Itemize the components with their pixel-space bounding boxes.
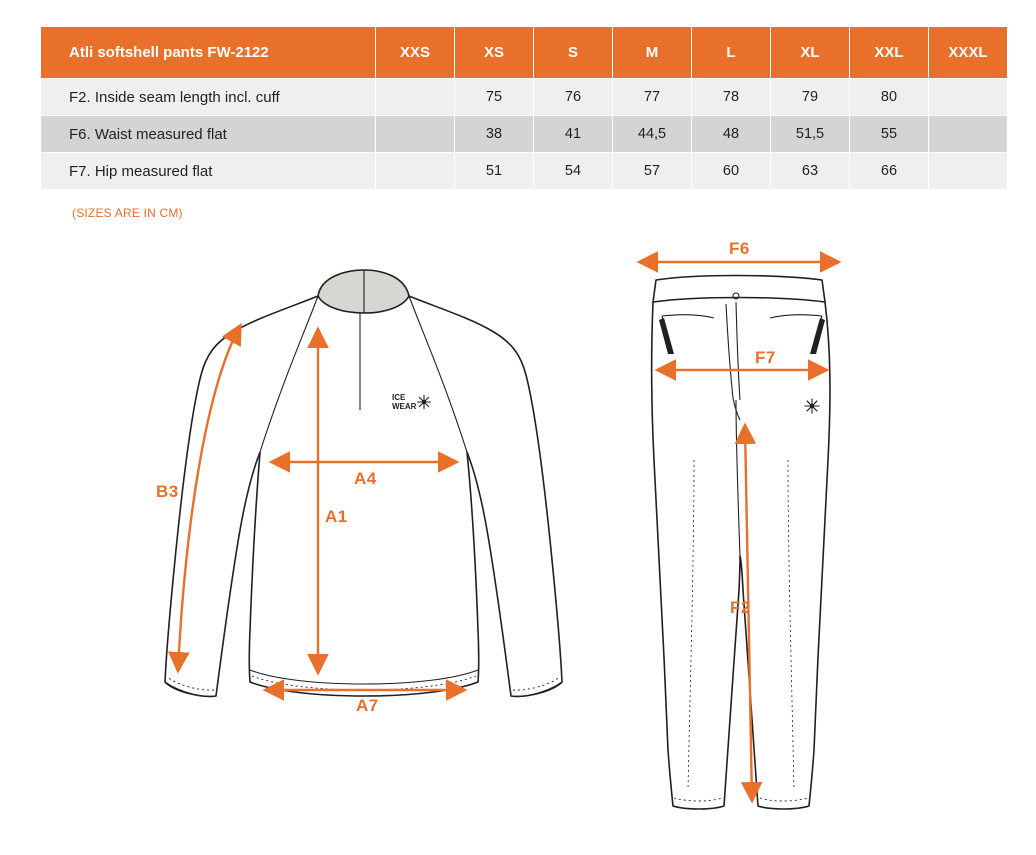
table-row: [41, 153, 1008, 190]
dimension-label-a4: A4: [354, 469, 377, 488]
column-header-xxl: XXL: [850, 27, 929, 79]
cell-f6-s: 41: [534, 116, 613, 153]
column-header-xxs: XXS: [376, 27, 455, 79]
size-table-container: [40, 26, 998, 190]
dimension-label-f2: F2: [730, 598, 751, 617]
column-header-m: M: [613, 27, 692, 79]
cell-f2-xxl: 80: [850, 79, 929, 116]
units-note: (SIZES ARE IN CM): [72, 206, 183, 220]
dimension-label-b3: B3: [156, 482, 179, 501]
cell-f6-xxxl: [929, 116, 1008, 153]
row-label-f6: F6. Waist measured flat: [41, 116, 376, 153]
table-title: Atli softshell pants FW-2122: [41, 27, 376, 79]
cell-f7-xl: 63: [771, 153, 850, 190]
svg-text:WEAR: WEAR: [392, 402, 417, 411]
size-table: [40, 26, 1008, 190]
cell-f2-xl: 79: [771, 79, 850, 116]
cell-f2-xxs: [376, 79, 455, 116]
column-header-xl: XL: [771, 27, 850, 79]
cell-f2-m: 77: [613, 79, 692, 116]
cell-f7-xxs: [376, 153, 455, 190]
cell-f2-xxxl: [929, 79, 1008, 116]
cell-f7-xxxl: [929, 153, 1008, 190]
cell-f2-xs: 75: [455, 79, 534, 116]
top-dimension-lines: [178, 326, 464, 690]
cell-f6-xs: 38: [455, 116, 534, 153]
dimension-label-a1: A1: [325, 507, 348, 526]
table-header-row: [41, 27, 1008, 79]
softshell-pants-drawing: [652, 276, 830, 810]
cell-f7-s: 54: [534, 153, 613, 190]
column-header-xs: XS: [455, 27, 534, 79]
technical-drawings: [0, 230, 1036, 855]
row-label-f7: F7. Hip measured flat: [41, 153, 376, 190]
dimension-label-f7: F7: [755, 348, 776, 367]
cell-f6-xxl: 55: [850, 116, 929, 153]
column-header-l: L: [692, 27, 771, 79]
svg-text:ICE: ICE: [392, 393, 406, 402]
table-row: [41, 116, 1008, 153]
cell-f7-xxl: 66: [850, 153, 929, 190]
row-label-f2: F2. Inside seam length incl. cuff: [41, 79, 376, 116]
brand-logo-icon: [392, 393, 431, 411]
cell-f6-xl: 51,5: [771, 116, 850, 153]
dimension-label-f6: F6: [729, 239, 750, 258]
cell-f6-xxs: [376, 116, 455, 153]
cell-f6-m: 44,5: [613, 116, 692, 153]
cell-f7-l: 60: [692, 153, 771, 190]
column-header-xxxl: XXXL: [929, 27, 1008, 79]
cell-f7-xs: 51: [455, 153, 534, 190]
table-row: [41, 79, 1008, 116]
cell-f7-m: 57: [613, 153, 692, 190]
brand-logo-icon: [805, 399, 820, 414]
cell-f6-l: 48: [692, 116, 771, 153]
cell-f2-l: 78: [692, 79, 771, 116]
dimension-label-a7: A7: [356, 696, 379, 715]
column-header-s: S: [534, 27, 613, 79]
cell-f2-s: 76: [534, 79, 613, 116]
